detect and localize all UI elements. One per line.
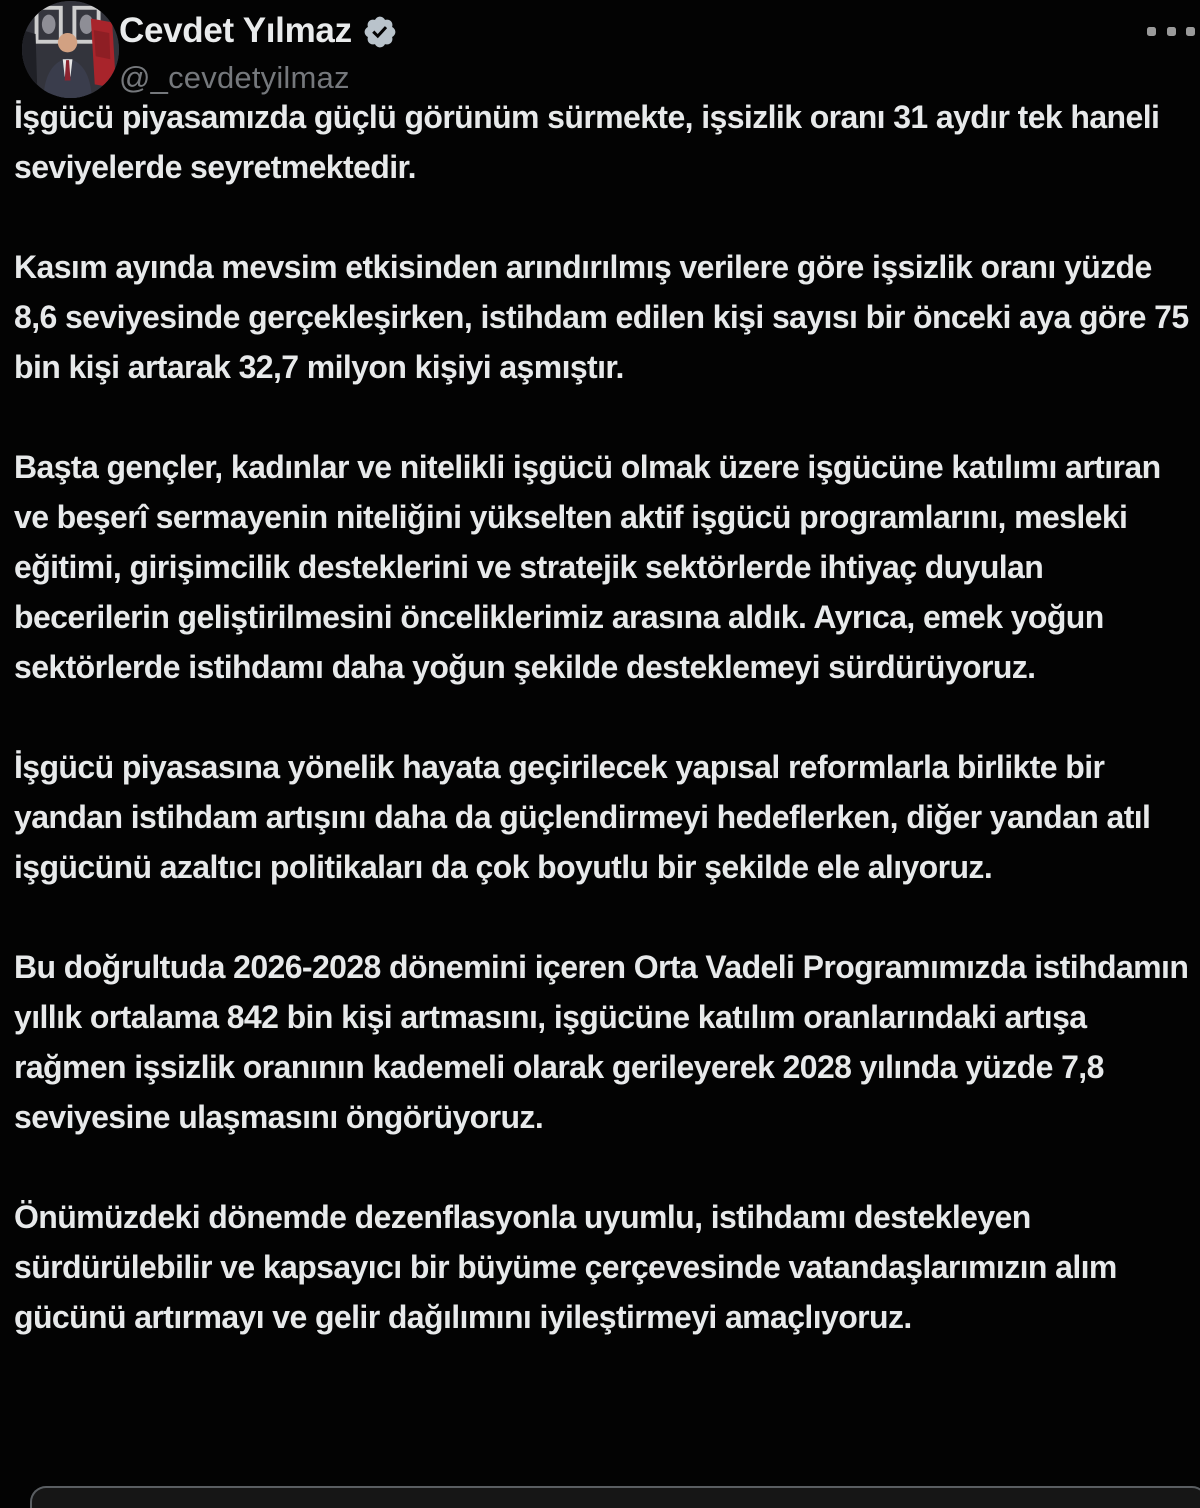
tweet-paragraph: Kasım ayında mevsim etkisinden arındırılmış verilere göre işsizlik oranı yüzde 8,6 seviyesinde gerçekleşirken, istihdam edilen kişi sayısı bir önceki aya göre 75 bin kişi artarak 32,7 milyon kişiyi aşmıştır. [14,249,1189,385]
more-dot-icon [1186,27,1195,36]
more-dot-icon [1167,27,1176,36]
verified-badge-icon [362,14,398,50]
tweet-paragraph: Önümüzdeki dönemde dezenflasyonla uyumlu, istihdamı destekleyen sürdürülebilir ve kapsayıcı bir büyüme çerçevesinde vatandaşlarımızın alım gücünü artırmayı ve gelir dağılımını iyileştirmeyi amaçlıyoruz. [14,1199,1117,1335]
tweet-paragraph: Bu doğrultuda 2026-2028 dönemini içeren Orta Vadeli Programımızda istihdamın yıllık ortalama 842 bin kişi artmasını, işgücüne katılım oranlarındaki artışa rağmen işsizlik oranının kademeli olarak gerileyerek 2028 yılında yüzde 7,8 seviyesine ulaşmasını öngörüyoruz. [14,949,1189,1135]
tweet-paragraph: İşgücü piyasasına yönelik hayata geçirilecek yapısal reformlarla birlikte bir yandan istihdam artışını daha da güçlendirmeyi hedeflerken, diğer yandan atıl işgücünü azaltıcı politikaları da çok boyutlu bir şekilde ele alıyoruz. [14,749,1151,885]
tweet-paragraph: İşgücü piyasamızda güçlü görünüm sürmekte, işsizlik oranı 31 aydır tek haneli seviyelerde seyretmektedir. [14,99,1160,185]
user-handle[interactable]: @_cevdetyilmaz [119,60,350,95]
embedded-card-top-edge[interactable] [30,1486,1200,1508]
more-options-button[interactable] [1146,16,1196,46]
avatar[interactable] [22,1,119,98]
display-name-text: Cevdet Yılmaz [119,11,352,50]
display-name[interactable] [119,11,398,51]
tweet-text [14,92,1190,1342]
person-head [58,33,77,52]
more-dot-icon [1147,27,1156,36]
tweet-paragraph: Başta gençler, kadınlar ve nitelikli işgücü olmak üzere işgücüne katılımı artıran ve beşerî sermayenin niteliğini yükselten aktif işgücü programlarını, mesleki eğitimi, girişimcilik desteklerini ve stratejik sektörlerde ihtiyaç duyulan becerilerin geliştirilmesini önceliklerimiz arasına aldık. Ayrıca, emek yoğun sektörlerde istihdamı daha yoğun şekilde desteklemeyi sürdürüyoruz. [14,449,1161,685]
avatar-photo [22,1,119,98]
